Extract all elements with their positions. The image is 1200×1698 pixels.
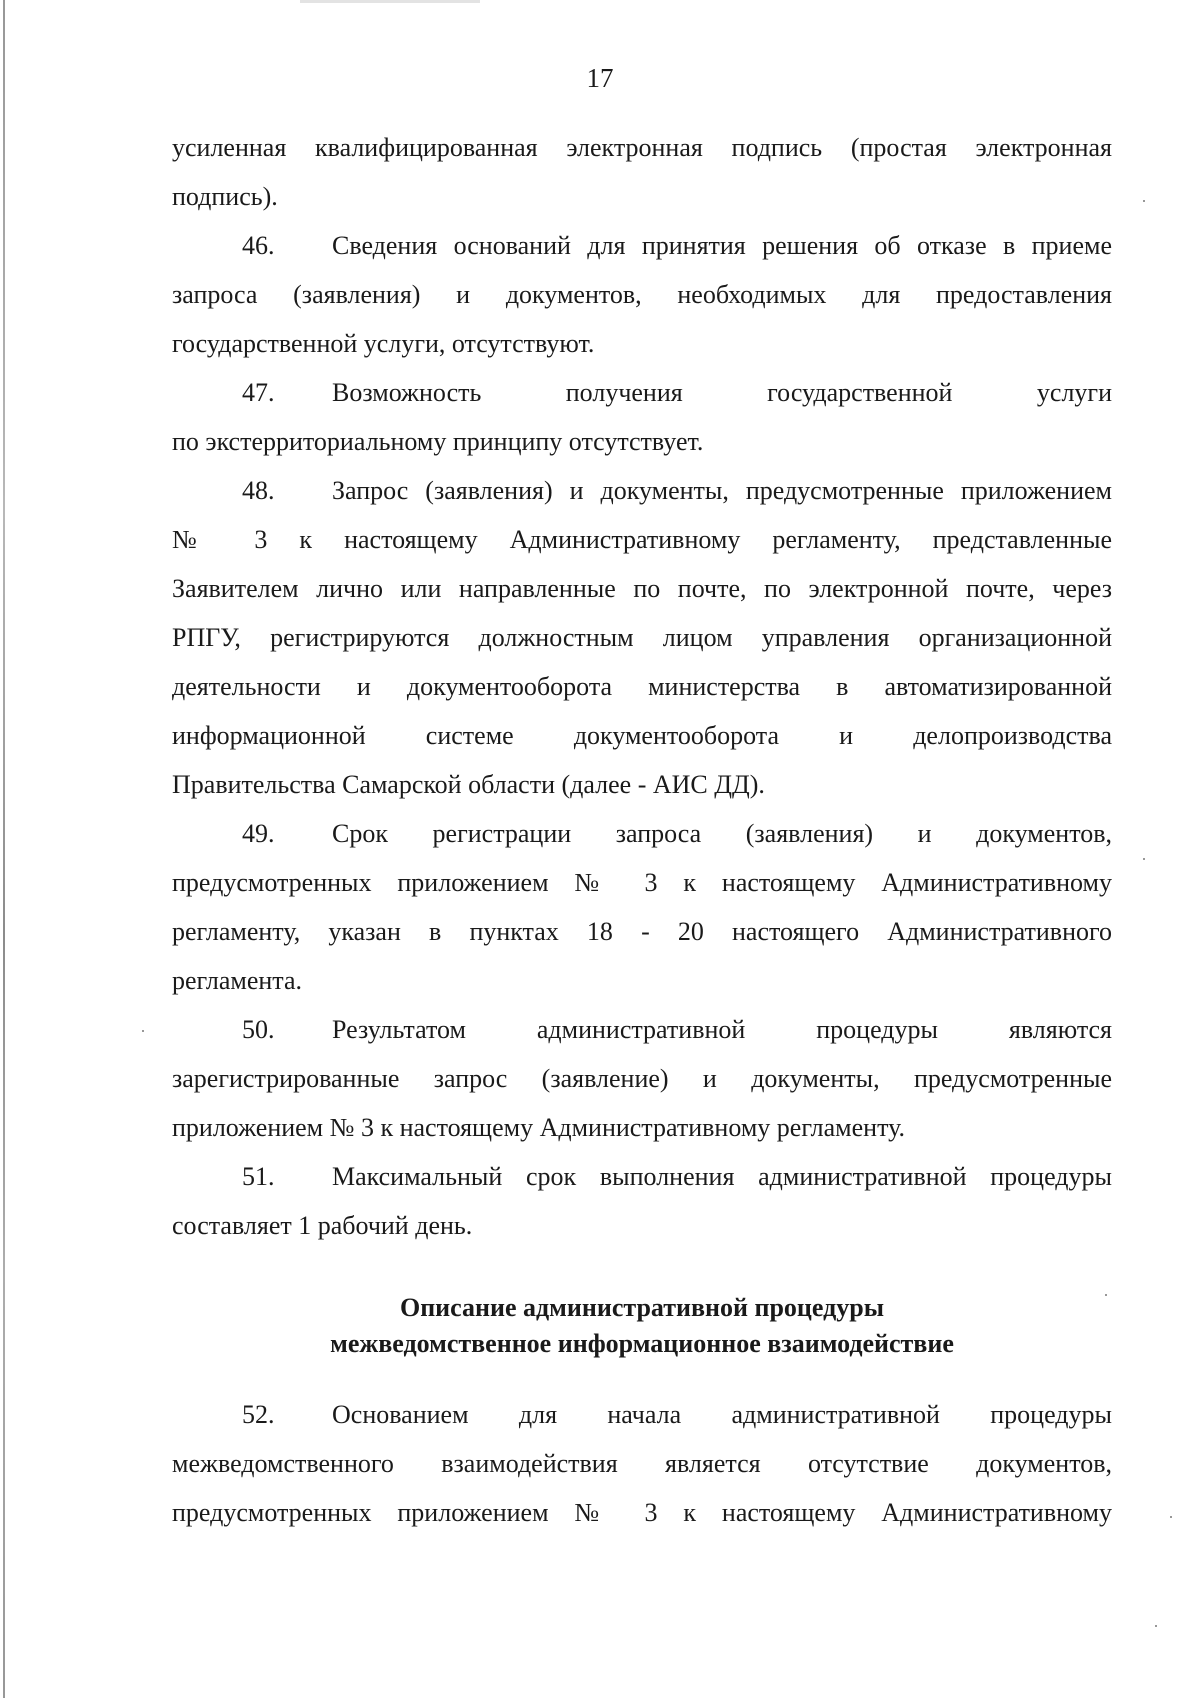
- text-line-first: [172, 1005, 1112, 1054]
- text-line: № 3 к настоящему Административному регламенту, представленные: [172, 525, 1112, 554]
- text-line: Запрос (заявления) и документы, предусмотренные приложением: [332, 476, 1112, 505]
- text-line-first: [172, 221, 1112, 270]
- paragraph-47: [172, 368, 1112, 466]
- paragraph-52: [172, 1390, 1112, 1537]
- paragraph-46: [172, 221, 1112, 368]
- section-heading-line-2: межведомственное информационное взаимодействие: [330, 1329, 954, 1358]
- paragraph-number: 49.: [242, 819, 275, 848]
- text-line: Основанием для начала административной процедуры: [332, 1400, 1112, 1429]
- text-line: по экстерриториальному принципу отсутствует.: [172, 427, 704, 456]
- scan-top-mark: [300, 0, 480, 3]
- paragraph-48: [172, 466, 1112, 809]
- paragraph-number: 50.: [242, 1015, 275, 1044]
- text-line: Максимальный срок выполнения административной процедуры: [332, 1162, 1112, 1191]
- text-line: Возможность получения государственной услуги: [332, 378, 1112, 407]
- paragraph-50: [172, 1005, 1112, 1152]
- text-line: Результатом административной процедуры являются: [332, 1015, 1112, 1044]
- text-line: запроса (заявления) и документов, необходимых для предоставления: [172, 280, 1112, 309]
- text-line: Заявителем лично или направленные по почте, по электронной почте, через: [172, 574, 1112, 603]
- text-line: РПГУ, регистрируются должностным лицом управления организационной: [172, 623, 1112, 652]
- text-line: регламенту, указан в пунктах 18 - 20 настоящего Административного: [172, 917, 1112, 946]
- scan-speck: [1170, 1516, 1172, 1518]
- scan-speck: [1155, 1625, 1157, 1627]
- paragraph-49: [172, 809, 1112, 1005]
- page-number: 17: [586, 63, 614, 93]
- paragraph-continuation: [172, 123, 1112, 221]
- text-line-first: [172, 1152, 1112, 1201]
- scan-speck: [142, 1030, 144, 1032]
- paragraph-number: 52.: [242, 1400, 275, 1429]
- text-line: приложением № 3 к настоящему Административному регламенту.: [172, 1113, 906, 1142]
- paragraph-number: 47.: [242, 378, 275, 407]
- text-line: Сведения оснований для принятия решения об отказе в приеме: [332, 231, 1112, 260]
- scan-edge-shadow: [3, 0, 5, 1698]
- text-line: предусмотренных приложением № 3 к настоящему Административному: [172, 868, 1112, 897]
- scan-speck: [1105, 1294, 1107, 1296]
- document-body: [172, 123, 1112, 1537]
- text-line-first: [172, 466, 1112, 515]
- text-line-first: [172, 809, 1112, 858]
- text-line: Правительства Самарской области (далее - АИС ДД).: [172, 770, 765, 799]
- scan-speck: [1143, 200, 1145, 202]
- text-line: усиленная квалифицированная электронная подпись (простая электронная: [172, 133, 1112, 162]
- section-heading-line-1: Описание административной процедуры: [399, 1293, 885, 1322]
- text-line: информационной системе документооборота и делопроизводства: [172, 721, 1112, 750]
- text-line: деятельности и документооборота министерства в автоматизированной: [172, 672, 1112, 701]
- text-line: зарегистрированные запрос (заявление) и документы, предусмотренные: [172, 1064, 1112, 1093]
- text-line: подпись).: [172, 182, 278, 211]
- text-line: Срок регистрации запроса (заявления) и документов,: [332, 819, 1112, 848]
- text-line: предусмотренных приложением № 3 к настоящему Административному: [172, 1498, 1112, 1527]
- paragraph-number: 48.: [242, 476, 275, 505]
- text-line: государственной услуги, отсутствуют.: [172, 329, 595, 358]
- text-line: межведомственного взаимодействия является отсутствие документов,: [172, 1449, 1112, 1478]
- paragraph-number: 51.: [242, 1162, 275, 1191]
- text-line: регламента.: [172, 966, 303, 995]
- text-line: составляет 1 рабочий день.: [172, 1211, 473, 1240]
- text-line-first: [172, 368, 1112, 417]
- scan-speck: [1143, 858, 1145, 860]
- text-line-first: [172, 1390, 1112, 1439]
- paragraph-number: 46.: [242, 231, 275, 260]
- section-heading: [172, 1290, 1112, 1362]
- paragraph-51: [172, 1152, 1112, 1250]
